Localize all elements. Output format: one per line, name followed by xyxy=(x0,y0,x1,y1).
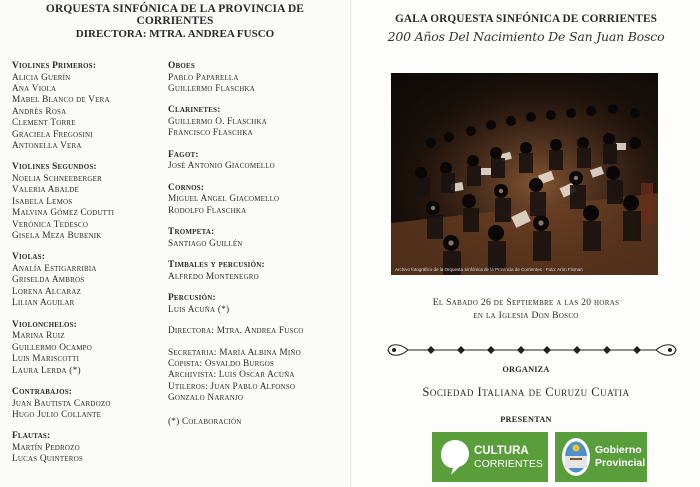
ornament-divider xyxy=(382,341,682,359)
musician-name: Guillermo Ocampo xyxy=(12,342,93,353)
organizer-name: Sociedad Italiana de Curuzu Cuatia xyxy=(422,385,630,399)
section xyxy=(12,162,162,242)
coat-of-arms-icon xyxy=(560,436,592,478)
gobierno-logo-line1: Gobierno xyxy=(595,444,642,456)
section-title: Violines Primeros: xyxy=(12,61,97,71)
section xyxy=(168,183,348,217)
section-title: Violas: xyxy=(12,252,46,263)
collaboration-note: (*) Colaboración xyxy=(168,416,242,427)
section xyxy=(12,320,162,377)
musician-name: Lilian Aguilar xyxy=(12,298,75,309)
section xyxy=(168,293,348,316)
musician-name: Marina Ruiz xyxy=(12,331,65,342)
musician-name: Guillermo O. Flaschka xyxy=(168,117,267,127)
musician-name: Analía Estigarribia xyxy=(12,264,97,275)
section-title: Violonchelos: xyxy=(12,319,78,330)
musician-name: Valeria Abalde xyxy=(12,185,80,196)
musician-name: Miguel Angel Giacomello xyxy=(168,194,280,205)
musician-name: José Antonio Giacomello xyxy=(168,161,275,172)
orchestra-title: ORQUESTA SINFÓNICA DE LA PROVINCIA DE CORRIENTES xyxy=(45,3,305,27)
section-title: Clarinetes: xyxy=(168,105,221,116)
staff-member: Utileros: Juan Pablo Alfonso xyxy=(168,381,296,392)
staff-member: Archivista: Luis Oscar Acuña xyxy=(168,370,295,381)
staff-list xyxy=(168,348,348,405)
musician-name: Francisco Flaschka xyxy=(168,128,253,139)
event-venue: en la Iglesia Don Bosco xyxy=(473,310,579,321)
gobierno-provincial-logo xyxy=(555,432,647,482)
gobierno-logo-line2: Provincial xyxy=(595,457,646,469)
photo-caption: Archivo fotográfico de la Orquesta Sinfónica de la Provincia de Corrientes · Foto: Arón Fisman xyxy=(395,267,583,272)
cultura-logo-line2: CORRIENTES xyxy=(474,458,543,470)
musician-name: Clement Torre xyxy=(12,118,76,129)
musician-name: Rodolfo Flaschka xyxy=(168,205,247,216)
cultura-logo-line1: CULTURA xyxy=(474,445,529,457)
section-title: Timbales y percusión: xyxy=(168,260,265,271)
section xyxy=(168,61,348,95)
musician-name: Alfredo Montenegro xyxy=(168,271,259,282)
section xyxy=(12,252,162,309)
section-title: Oboes xyxy=(168,61,195,71)
musician-name: Griselda Ambros xyxy=(12,275,85,286)
musician-name: Malvina Gómez Codutti xyxy=(12,208,115,219)
musician-name: Ana Viola xyxy=(12,84,57,94)
section-title: Fagot: xyxy=(168,149,199,160)
section-title: Trompeta: xyxy=(168,227,215,238)
musician-name: Lorena Alcaraz xyxy=(12,286,82,297)
section xyxy=(168,150,348,173)
gala-title: GALA ORQUESTA SINFÓNICA DE CORRIENTES xyxy=(394,13,658,25)
musician-name: Hugo Julio Collante xyxy=(12,409,102,420)
speech-bubble-icon xyxy=(438,437,472,477)
musician-name: Verónica Tedesco xyxy=(12,219,89,230)
musician-name: Laura Lerda (*) xyxy=(12,365,81,376)
musician-name: Guillermo Flaschka xyxy=(168,84,256,94)
staff-member: Copista: Osvaldo Burgos xyxy=(168,359,275,370)
musician-name: Juan Bautista Cardozo xyxy=(12,398,111,409)
section-title: Violines Segundos: xyxy=(12,162,97,173)
section xyxy=(12,387,162,421)
musician-name: Lucas Quinteros xyxy=(12,454,83,465)
musicians-column-1 xyxy=(12,61,162,476)
musician-name: Santiago Guillén xyxy=(168,238,243,249)
section xyxy=(168,105,348,139)
section xyxy=(168,260,348,283)
musician-name: Noelia Schneeberger xyxy=(12,174,102,185)
right-page xyxy=(352,0,700,487)
musicians-column-2 xyxy=(168,61,348,428)
section-title: Contrabajos: xyxy=(12,386,73,397)
section-title: Flautas: xyxy=(12,431,51,442)
section xyxy=(12,431,162,465)
director-line: Directora: Mtra. Andrea Fusco xyxy=(168,326,304,337)
musician-name: Luis Mariscotti xyxy=(12,354,80,365)
musician-name: Gisela Meza Bubenik xyxy=(12,231,102,242)
event-date: El Sabado 26 de Septiembre a las 20 horas xyxy=(432,297,620,308)
section-title: Percusión: xyxy=(168,293,216,304)
musician-name: Pablo Paparella xyxy=(168,72,239,83)
musician-name: Mabel Blanco de Vera xyxy=(12,95,110,106)
organiza-label: ORGANIZA xyxy=(502,365,550,374)
musician-name: Luis Acuña (*) xyxy=(168,304,230,315)
musician-name: Graciela Fregosini xyxy=(12,129,93,140)
section-title: Cornos: xyxy=(168,182,205,193)
presentan-label: PRESENTAN xyxy=(500,415,552,424)
musician-name: Antonella Vera xyxy=(12,141,82,152)
orchestra-photo xyxy=(391,73,658,275)
gala-subtitle: 200 Años Del Nacimiento De San Juan Bosco xyxy=(387,29,665,44)
staff-member: Gonzalo Naranjo xyxy=(168,393,244,404)
musician-name: Isabela Lemos xyxy=(12,196,73,207)
director-heading: DIRECTORA: MTRA. ANDREA FUSCO xyxy=(75,28,275,40)
musician-name: Martín Pedrozo xyxy=(12,442,80,453)
staff-member: Secretaria: María Albina Miño xyxy=(168,347,301,358)
orchestra-photo-illustration xyxy=(391,73,658,275)
section xyxy=(168,227,348,250)
musician-name: Alicia Guerín xyxy=(12,72,71,83)
section xyxy=(12,61,162,152)
musician-name: Andrés Rosa xyxy=(12,106,67,117)
cultura-corrientes-logo xyxy=(432,432,548,482)
